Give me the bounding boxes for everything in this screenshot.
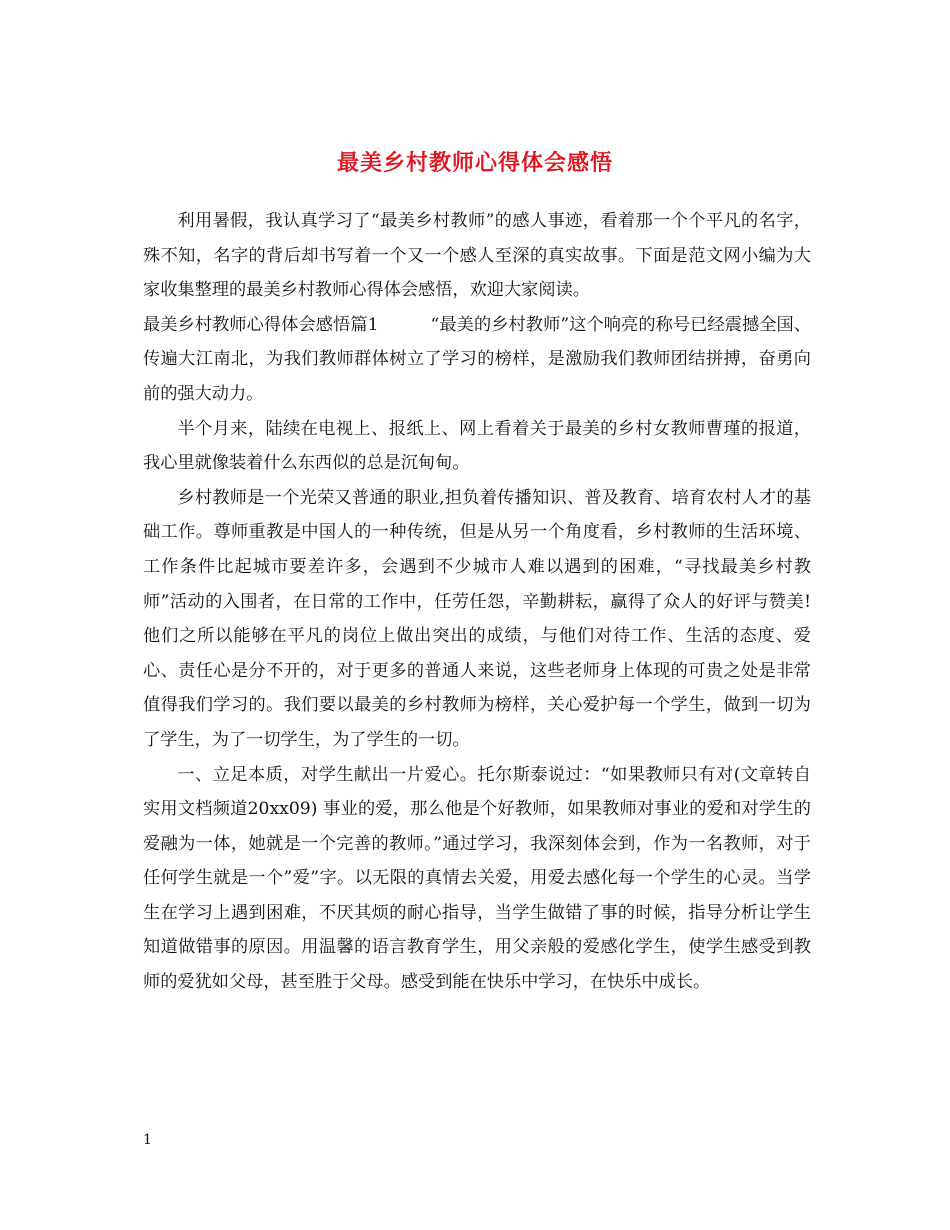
section-1-text: “最美的乡村教师”这个响亮的称号已经震撼全国、传遍大江南北，为我们教师群体树立了学习的榜样，是激励我们教师团结拼搏，奋勇向前的强大动力。: [143, 314, 811, 404]
page-number: 1: [143, 1132, 152, 1148]
paragraph-rural-teacher: 乡村教师是一个光荣又普通的职业,担负着传播知识、普及教育、培育农村人才的基础工作。尊师重教是中国人的一种传统，但是从另一个角度看，乡村教师的生活环境、工作条件比起城市要差许多，会遇到不少城市人难以遇到的困难，“寻找最美乡村教师”活动的入围者，在日常的工作中，任劳任怨，辛勤耕耘，赢得了众人的好评与赞美!他们之所以能够在平凡的岗位上做出突出的成绩，与他们对待工作、生活的态度、爱心、责任心是分不开的，对于更多的普通人来说，这些老师身上体现的可贵之处是非常值得我们学习的。我们要以最美的乡村教师为榜样，关心爱护每一个学生，做到一切为了学生，为了一切学生，为了学生的一切。: [143, 487, 811, 750]
paragraph-news: 半个月来，陆续在电视上、报纸上、网上看着关于最美的乡村女教师曹瑾的报道，我心里就像装着什么东西似的总是沉甸甸。: [143, 418, 811, 474]
paragraph-intro: 利用暑假，我认真学习了“最美乡村教师”的感人事迹，看着那一个个平凡的名字，殊不知，名字的背后却书写着一个又一个感人至深的真实故事。下面是范文网小编为大家收集整理的最美乡村教师心得体会感悟，欢迎大家阅读。: [143, 211, 811, 301]
section-heading: 最美乡村教师心得体会感悟篇1: [143, 314, 379, 335]
document-title: 最美乡村教师心得体会感悟: [336, 149, 613, 176]
paragraph-point-one: 一、立足本质，对学生献出一片爱心。托尔斯泰说过：“如果教师只有对(文章转自实用文档频道20xx09) 事业的爱，那么他是个好教师，如果教师对事业的爱和对学生的爱融为一体，她就是一个完善的教师。”通过学习，我深刻体会到，作为一名教师，对于任何学生就是一个”爱”字。以无限的真情去关爱，用爱去感化每一个学生的心灵。当学生在学习上遇到困难，不厌其烦的耐心指导，当学生做错了事的时候，指导分析让学生知道做错事的原因。用温馨的语言教育学生，用父亲般的爱感化学生，使学生感受到教师的爱犹如父母，甚至胜于父母。感受到能在快乐中学习，在快乐中成长。: [143, 764, 811, 993]
document-body: [143, 204, 811, 1000]
paragraph-section-1: [143, 308, 811, 412]
